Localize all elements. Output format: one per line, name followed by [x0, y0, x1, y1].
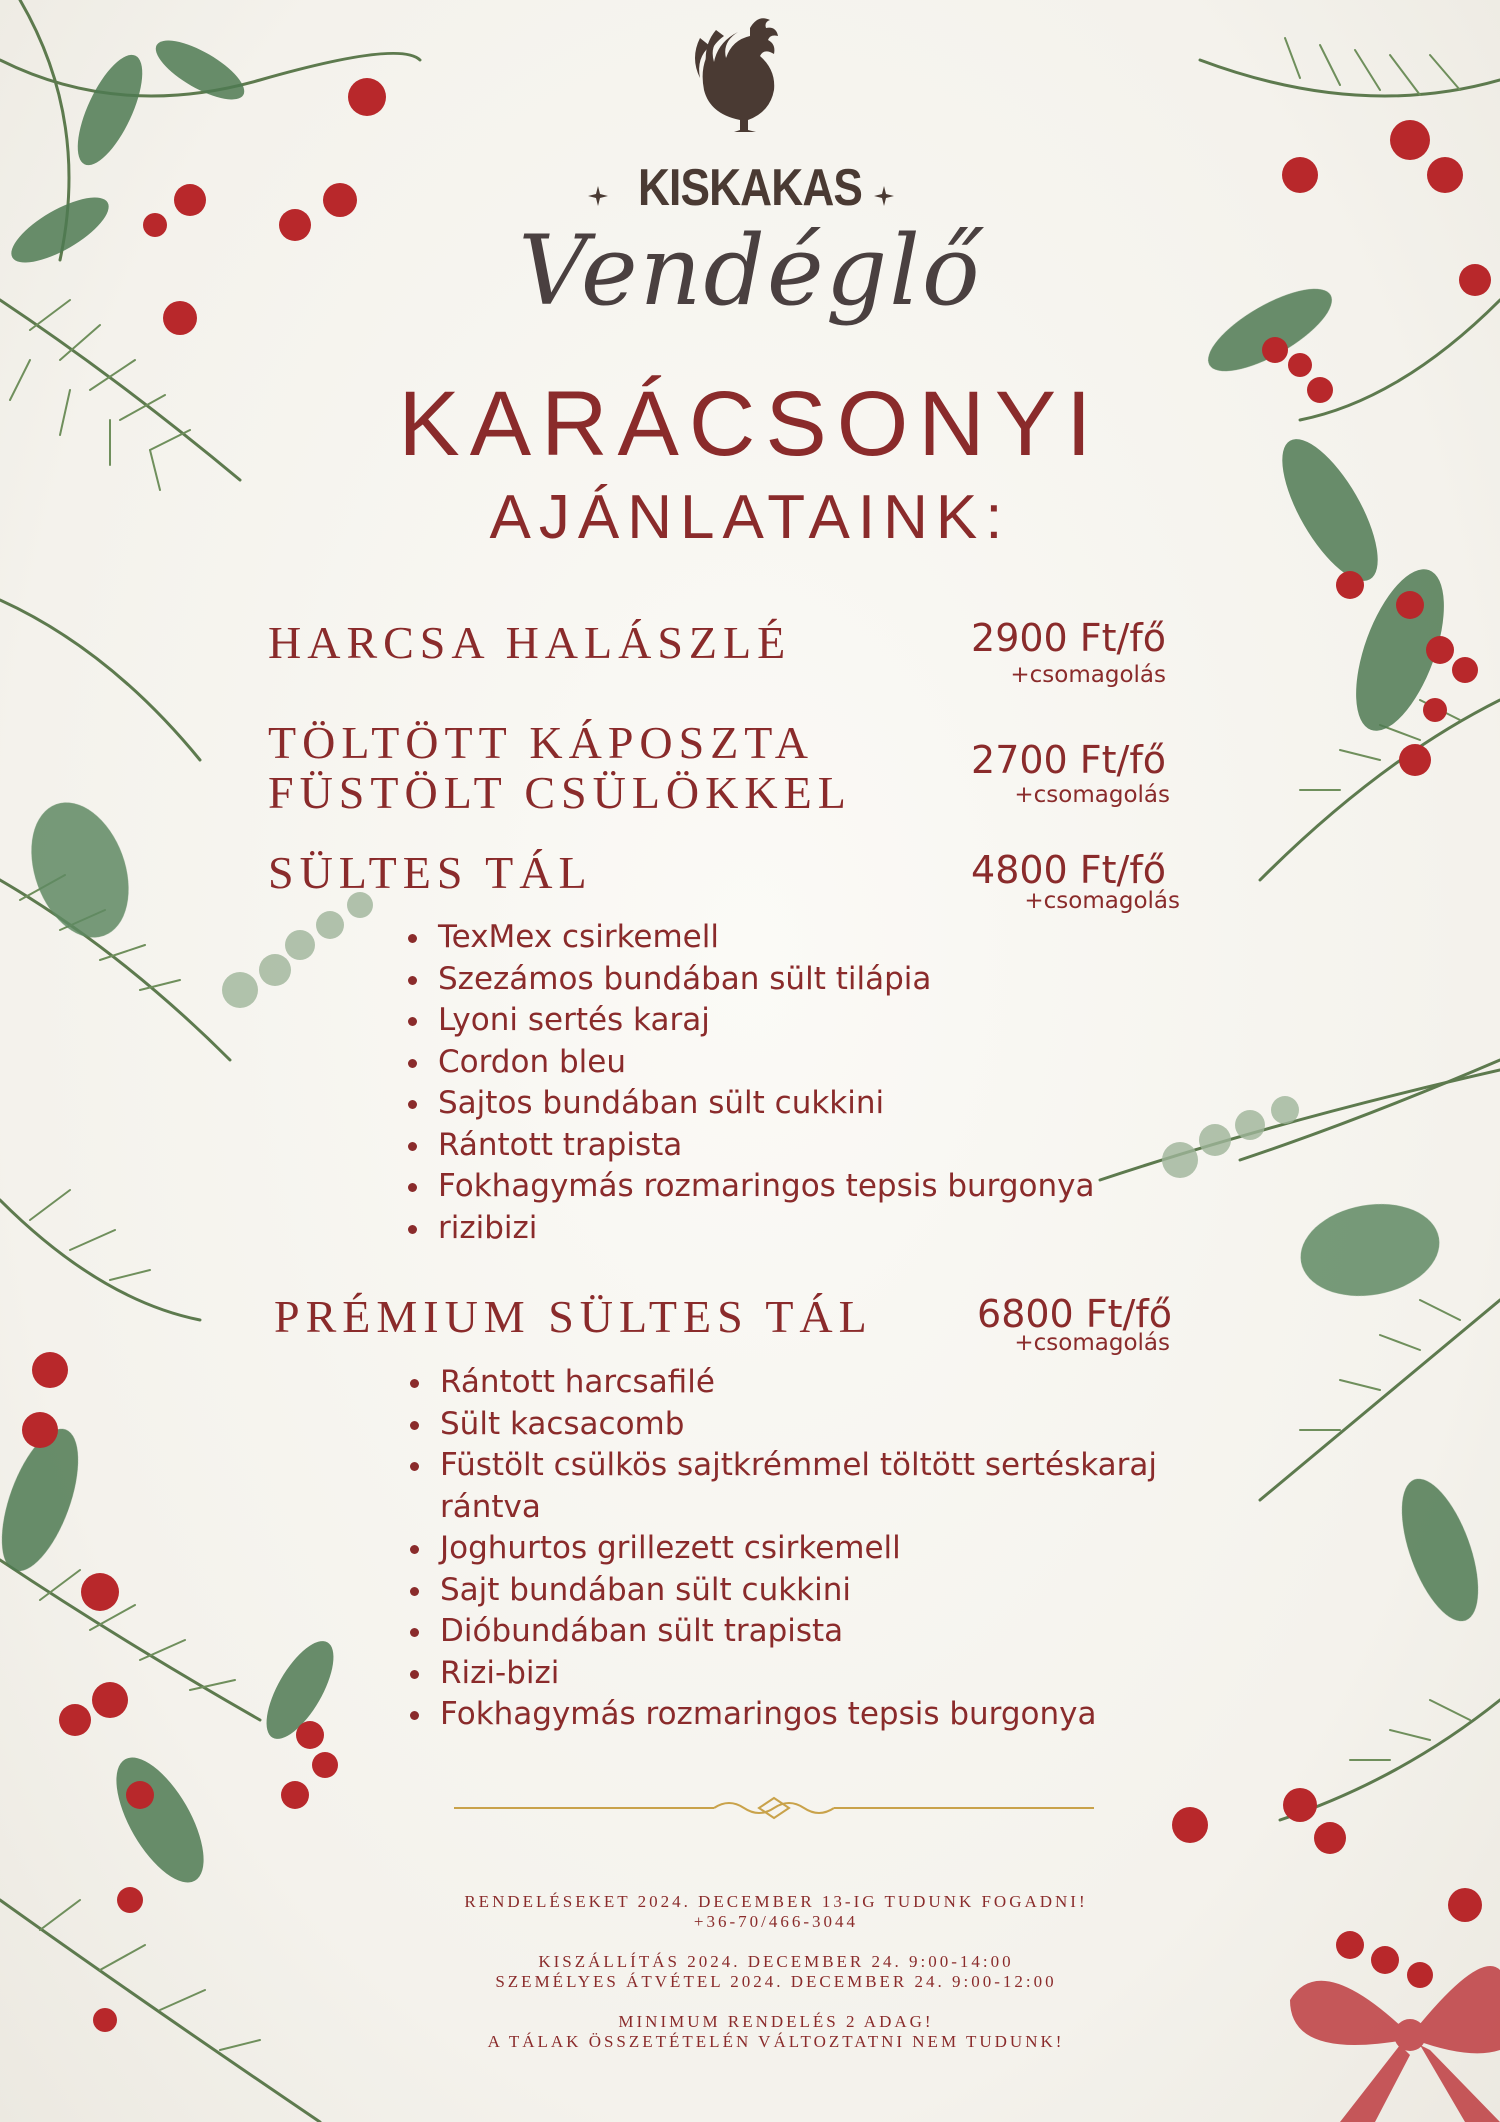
- dish-price: 2700 Ft/fő: [971, 738, 1166, 782]
- dish-name: TÖLTÖTT KÁPOSZTA: [268, 717, 814, 768]
- dish-packaging: +csomagolás: [1024, 888, 1180, 914]
- dish-price: 4800 Ft/fő: [971, 848, 1166, 892]
- list-item: Sajt bundában sült cukkini: [440, 1570, 1157, 1612]
- brand-name: KISKAKAS: [637, 159, 863, 217]
- list-item: rizibizi: [438, 1208, 1095, 1250]
- ornament-divider-icon: [454, 1793, 1094, 1823]
- list-item: Fokhagymás rozmaringos tepsis burgonya: [440, 1694, 1157, 1736]
- dish-packaging: +csomagolás: [1014, 1330, 1170, 1356]
- dish-item-list: [400, 1362, 1157, 1736]
- dish-price: 6800 Ft/fő: [977, 1292, 1172, 1336]
- list-item: Dióbundában sült trapista: [440, 1611, 1157, 1653]
- list-item: Sült kacsacomb: [440, 1404, 1157, 1446]
- list-item: Cordon bleu: [438, 1042, 1095, 1084]
- dish-packaging: +csomagolás: [1010, 662, 1166, 688]
- page-title: KARÁCSONYI: [398, 373, 1102, 475]
- list-item: rántva: [440, 1488, 541, 1525]
- footer-no-change: A TÁLAK ÖSSZETÉTELÉN VÁLTOZTATNI NEM TUDUNK!: [487, 2032, 1065, 2051]
- list-item: Joghurtos grillezett csirkemell: [440, 1528, 1157, 1570]
- dish-name: FÜSTÖLT CSÜLÖKKEL: [268, 767, 852, 818]
- footer-pickup: SZEMÉLYES ÁTVÉTEL 2024. DECEMBER 24. 9:00-12:00: [495, 1972, 1057, 1991]
- list-item: Szezámos bundában sült tilápia: [438, 959, 1095, 1001]
- dish-name: SÜLTES TÁL: [268, 847, 593, 898]
- footer-order-deadline: RENDELÉSEKET 2024. DECEMBER 13-IG TUDUNK FOGADNI!: [464, 1892, 1088, 1911]
- dish-packaging: +csomagolás: [1014, 782, 1170, 808]
- list-item: Rizi-bizi: [440, 1653, 1157, 1695]
- list-item: Sajtos bundában sült cukkini: [438, 1083, 1095, 1125]
- list-item: TexMex csirkemell: [438, 917, 1095, 959]
- list-item: Fokhagymás rozmaringos tepsis burgonya: [438, 1166, 1095, 1208]
- list-item: Lyoni sertés karaj: [438, 1000, 1095, 1042]
- footer-delivery: KISZÁLLÍTÁS 2024. DECEMBER 24. 9:00-14:00: [538, 1952, 1014, 1971]
- footer-phone: +36-70/466-3044: [693, 1912, 859, 1931]
- brand-subtitle: Vendéglő: [518, 215, 982, 327]
- dish-price: 2900 Ft/fő: [971, 616, 1166, 660]
- dish-item-list: [398, 917, 1095, 1249]
- list-item: Füstölt csülkös sajtkrémmel töltött sertéskaraj: [440, 1445, 1157, 1487]
- dish-name: HARCSA HALÁSZLÉ: [268, 617, 792, 668]
- rooster-logo-icon: [680, 8, 820, 158]
- list-item: Rántott harcsafilé: [440, 1362, 1157, 1404]
- dish-name: PRÉMIUM SÜLTES TÁL: [274, 1291, 873, 1342]
- footer-minimum: MINIMUM RENDELÉS 2 ADAG!: [618, 2012, 934, 2031]
- list-item: Rántott trapista: [438, 1125, 1095, 1167]
- page-subtitle: AJÁNLATAINK:: [489, 483, 1011, 552]
